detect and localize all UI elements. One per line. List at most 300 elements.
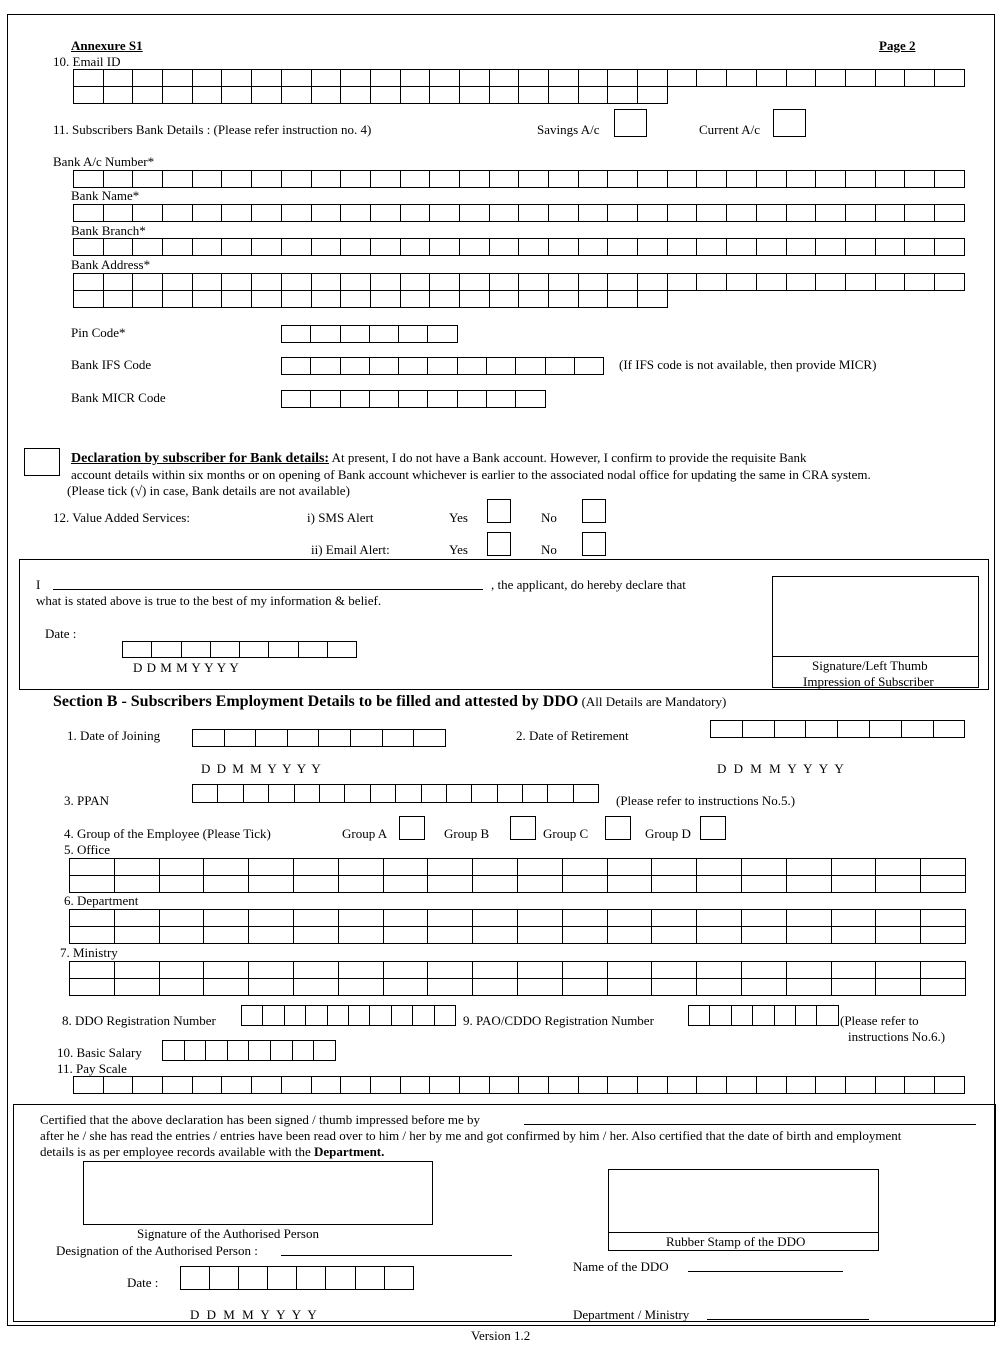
input-cell[interactable]: [710, 1006, 731, 1026]
input-cell[interactable]: [163, 274, 193, 291]
input-cell[interactable]: [370, 391, 399, 408]
input-cell[interactable]: [401, 70, 431, 87]
input-cell[interactable]: [371, 1077, 401, 1094]
input-cell[interactable]: [563, 910, 608, 927]
input-cell[interactable]: [473, 876, 518, 893]
input-cell[interactable]: [104, 205, 134, 222]
input-cell[interactable]: [339, 910, 384, 927]
input-cell[interactable]: [876, 274, 906, 291]
input-cell[interactable]: [876, 239, 906, 256]
input-cell[interactable]: [399, 358, 428, 375]
input-cell[interactable]: [608, 239, 638, 256]
input-cell[interactable]: [727, 239, 757, 256]
input-cell[interactable]: [282, 358, 311, 375]
input-cell[interactable]: [428, 962, 473, 979]
input-cell[interactable]: [563, 962, 608, 979]
input-cell[interactable]: [638, 1077, 668, 1094]
input-cell[interactable]: [697, 239, 727, 256]
input-cell[interactable]: [74, 291, 104, 308]
input-cell[interactable]: [312, 87, 342, 104]
input-cell[interactable]: [518, 962, 563, 979]
input-cell[interactable]: [498, 785, 523, 803]
input-cell[interactable]: [652, 859, 697, 876]
input-cell[interactable]: [74, 70, 104, 87]
applicant-date-boxes[interactable]: [122, 641, 357, 658]
input-cell[interactable]: [163, 171, 193, 188]
input-cell[interactable]: [133, 274, 163, 291]
input-cell[interactable]: [160, 962, 205, 979]
input-cell[interactable]: [430, 274, 460, 291]
input-cell[interactable]: [193, 274, 223, 291]
bank-address-row1[interactable]: [73, 273, 965, 291]
input-cell[interactable]: [163, 205, 193, 222]
input-cell[interactable]: [490, 171, 520, 188]
input-cell[interactable]: [652, 927, 697, 944]
input-cell[interactable]: [282, 291, 312, 308]
input-cell[interactable]: [905, 205, 935, 222]
input-cell[interactable]: [876, 927, 921, 944]
input-cell[interactable]: [341, 70, 371, 87]
input-cell[interactable]: [320, 785, 345, 803]
input-cell[interactable]: [181, 1267, 210, 1290]
input-cell[interactable]: [371, 274, 401, 291]
input-cell[interactable]: [428, 326, 457, 343]
input-cell[interactable]: [435, 1006, 456, 1026]
ministry-boxes[interactable]: [69, 961, 966, 996]
input-cell[interactable]: [268, 1267, 297, 1290]
input-cell[interactable]: [579, 70, 609, 87]
input-cell[interactable]: [295, 785, 320, 803]
input-cell[interactable]: [74, 239, 104, 256]
input-cell[interactable]: [341, 291, 371, 308]
input-cell[interactable]: [608, 979, 653, 996]
input-cell[interactable]: [563, 979, 608, 996]
input-cell[interactable]: [282, 274, 312, 291]
input-cell[interactable]: [293, 1041, 315, 1061]
input-cell[interactable]: [742, 927, 787, 944]
input-cell[interactable]: [399, 391, 428, 408]
input-cell[interactable]: [384, 859, 429, 876]
input-cell[interactable]: [115, 910, 160, 927]
input-cell[interactable]: [74, 171, 104, 188]
input-cell[interactable]: [787, 910, 832, 927]
input-cell[interactable]: [472, 785, 497, 803]
input-cell[interactable]: [269, 642, 298, 658]
input-cell[interactable]: [549, 70, 579, 87]
input-cell[interactable]: [816, 1077, 846, 1094]
input-cell[interactable]: [490, 239, 520, 256]
input-cell[interactable]: [638, 239, 668, 256]
input-cell[interactable]: [490, 274, 520, 291]
input-cell[interactable]: [876, 962, 921, 979]
input-cell[interactable]: [697, 205, 727, 222]
input-cell[interactable]: [742, 979, 787, 996]
input-cell[interactable]: [430, 171, 460, 188]
input-cell[interactable]: [193, 239, 223, 256]
input-cell[interactable]: [312, 274, 342, 291]
input-cell[interactable]: [519, 239, 549, 256]
input-cell[interactable]: [732, 1006, 753, 1026]
input-cell[interactable]: [70, 979, 115, 996]
input-cell[interactable]: [249, 876, 294, 893]
input-cell[interactable]: [328, 642, 357, 658]
input-cell[interactable]: [460, 171, 490, 188]
group-a-checkbox[interactable]: [399, 816, 425, 840]
input-cell[interactable]: [832, 876, 877, 893]
input-cell[interactable]: [249, 859, 294, 876]
input-cell[interactable]: [608, 962, 653, 979]
input-cell[interactable]: [876, 205, 906, 222]
input-cell[interactable]: [401, 1077, 431, 1094]
input-cell[interactable]: [133, 1077, 163, 1094]
input-cell[interactable]: [104, 1077, 134, 1094]
input-cell[interactable]: [341, 171, 371, 188]
group-d-checkbox[interactable]: [700, 816, 726, 840]
input-cell[interactable]: [104, 87, 134, 104]
input-cell[interactable]: [193, 291, 223, 308]
input-cell[interactable]: [249, 1041, 271, 1061]
input-cell[interactable]: [115, 962, 160, 979]
dor-boxes[interactable]: [710, 720, 965, 738]
input-cell[interactable]: [447, 785, 472, 803]
input-cell[interactable]: [297, 1267, 326, 1290]
input-cell[interactable]: [163, 239, 193, 256]
input-cell[interactable]: [575, 358, 604, 375]
input-cell[interactable]: [608, 859, 653, 876]
input-cell[interactable]: [185, 1041, 207, 1061]
input-cell[interactable]: [935, 274, 965, 291]
input-cell[interactable]: [414, 730, 446, 747]
input-cell[interactable]: [757, 171, 787, 188]
input-cell[interactable]: [473, 979, 518, 996]
input-cell[interactable]: [846, 70, 876, 87]
input-cell[interactable]: [668, 171, 698, 188]
input-cell[interactable]: [371, 171, 401, 188]
input-cell[interactable]: [787, 70, 817, 87]
input-cell[interactable]: [460, 274, 490, 291]
input-cell[interactable]: [252, 205, 282, 222]
input-cell[interactable]: [608, 910, 653, 927]
dept-ministry-line[interactable]: [707, 1319, 869, 1320]
input-cell[interactable]: [430, 205, 460, 222]
input-cell[interactable]: [341, 326, 370, 343]
input-cell[interactable]: [460, 87, 490, 104]
input-cell[interactable]: [428, 391, 457, 408]
input-cell[interactable]: [222, 70, 252, 87]
input-cell[interactable]: [563, 927, 608, 944]
input-cell[interactable]: [652, 876, 697, 893]
input-cell[interactable]: [473, 910, 518, 927]
input-cell[interactable]: [341, 239, 371, 256]
input-cell[interactable]: [519, 1077, 549, 1094]
input-cell[interactable]: [193, 70, 223, 87]
input-cell[interactable]: [341, 358, 370, 375]
input-cell[interactable]: [263, 1006, 284, 1026]
input-cell[interactable]: [392, 1006, 413, 1026]
input-cell[interactable]: [846, 239, 876, 256]
input-cell[interactable]: [371, 291, 401, 308]
input-cell[interactable]: [339, 927, 384, 944]
input-cell[interactable]: [384, 927, 429, 944]
input-cell[interactable]: [743, 721, 775, 738]
input-cell[interactable]: [74, 87, 104, 104]
input-cell[interactable]: [222, 239, 252, 256]
input-cell[interactable]: [370, 358, 399, 375]
input-cell[interactable]: [193, 205, 223, 222]
input-cell[interactable]: [341, 205, 371, 222]
department-boxes[interactable]: [69, 909, 966, 944]
input-cell[interactable]: [549, 1077, 579, 1094]
input-cell[interactable]: [428, 859, 473, 876]
input-cell[interactable]: [282, 171, 312, 188]
bank-address-row2[interactable]: [73, 291, 668, 308]
input-cell[interactable]: [518, 876, 563, 893]
input-cell[interactable]: [787, 859, 832, 876]
input-cell[interactable]: [846, 274, 876, 291]
input-cell[interactable]: [460, 205, 490, 222]
input-cell[interactable]: [816, 274, 846, 291]
input-cell[interactable]: [697, 927, 742, 944]
input-cell[interactable]: [549, 87, 579, 104]
input-cell[interactable]: [115, 876, 160, 893]
input-cell[interactable]: [104, 70, 134, 87]
input-cell[interactable]: [204, 910, 249, 927]
input-cell[interactable]: [727, 274, 757, 291]
input-cell[interactable]: [341, 274, 371, 291]
input-cell[interactable]: [249, 910, 294, 927]
input-cell[interactable]: [160, 859, 205, 876]
input-cell[interactable]: [341, 391, 370, 408]
input-cell[interactable]: [428, 927, 473, 944]
pao-reg-boxes[interactable]: [688, 1005, 839, 1026]
input-cell[interactable]: [399, 326, 428, 343]
input-cell[interactable]: [339, 859, 384, 876]
input-cell[interactable]: [104, 239, 134, 256]
input-cell[interactable]: [579, 205, 609, 222]
input-cell[interactable]: [133, 171, 163, 188]
input-cell[interactable]: [876, 1077, 906, 1094]
input-cell[interactable]: [838, 721, 870, 738]
input-cell[interactable]: [787, 876, 832, 893]
ppan-boxes[interactable]: [192, 784, 599, 803]
input-cell[interactable]: [832, 927, 877, 944]
input-cell[interactable]: [282, 70, 312, 87]
input-cell[interactable]: [294, 962, 339, 979]
input-cell[interactable]: [312, 1077, 342, 1094]
input-cell[interactable]: [351, 730, 383, 747]
input-cell[interactable]: [519, 291, 549, 308]
input-cell[interactable]: [638, 291, 668, 308]
input-cell[interactable]: [282, 1077, 312, 1094]
input-cell[interactable]: [876, 876, 921, 893]
input-cell[interactable]: [697, 274, 727, 291]
input-cell[interactable]: [299, 642, 328, 658]
input-cell[interactable]: [383, 730, 415, 747]
input-cell[interactable]: [104, 274, 134, 291]
input-cell[interactable]: [787, 239, 817, 256]
input-cell[interactable]: [668, 1077, 698, 1094]
input-cell[interactable]: [252, 70, 282, 87]
input-cell[interactable]: [742, 962, 787, 979]
input-cell[interactable]: [727, 205, 757, 222]
input-cell[interactable]: [339, 979, 384, 996]
input-cell[interactable]: [115, 859, 160, 876]
input-cell[interactable]: [935, 1077, 965, 1094]
input-cell[interactable]: [846, 205, 876, 222]
input-cell[interactable]: [608, 70, 638, 87]
micr-boxes[interactable]: [281, 390, 546, 408]
input-cell[interactable]: [921, 859, 966, 876]
input-cell[interactable]: [846, 171, 876, 188]
input-cell[interactable]: [285, 1006, 306, 1026]
input-cell[interactable]: [204, 962, 249, 979]
input-cell[interactable]: [430, 70, 460, 87]
input-cell[interactable]: [370, 326, 399, 343]
input-cell[interactable]: [921, 979, 966, 996]
input-cell[interactable]: [921, 962, 966, 979]
input-cell[interactable]: [473, 859, 518, 876]
input-cell[interactable]: [206, 1041, 228, 1061]
input-cell[interactable]: [516, 358, 545, 375]
input-cell[interactable]: [921, 927, 966, 944]
input-cell[interactable]: [490, 291, 520, 308]
input-cell[interactable]: [252, 1077, 282, 1094]
input-cell[interactable]: [697, 979, 742, 996]
input-cell[interactable]: [832, 910, 877, 927]
input-cell[interactable]: [294, 910, 339, 927]
input-cell[interactable]: [742, 910, 787, 927]
input-cell[interactable]: [252, 87, 282, 104]
input-cell[interactable]: [193, 785, 218, 803]
input-cell[interactable]: [579, 291, 609, 308]
input-cell[interactable]: [519, 274, 549, 291]
input-cell[interactable]: [668, 239, 698, 256]
input-cell[interactable]: [252, 291, 282, 308]
input-cell[interactable]: [271, 1041, 293, 1061]
input-cell[interactable]: [345, 785, 370, 803]
input-cell[interactable]: [516, 391, 545, 408]
input-cell[interactable]: [326, 1267, 355, 1290]
input-cell[interactable]: [341, 87, 371, 104]
input-cell[interactable]: [193, 87, 223, 104]
input-cell[interactable]: [430, 1077, 460, 1094]
input-cell[interactable]: [70, 876, 115, 893]
input-cell[interactable]: [876, 979, 921, 996]
input-cell[interactable]: [282, 391, 311, 408]
input-cell[interactable]: [697, 171, 727, 188]
input-cell[interactable]: [458, 391, 487, 408]
input-cell[interactable]: [697, 910, 742, 927]
input-cell[interactable]: [252, 274, 282, 291]
input-cell[interactable]: [905, 239, 935, 256]
input-cell[interactable]: [787, 274, 817, 291]
input-cell[interactable]: [458, 358, 487, 375]
input-cell[interactable]: [608, 291, 638, 308]
input-cell[interactable]: [935, 239, 965, 256]
input-cell[interactable]: [727, 1077, 757, 1094]
input-cell[interactable]: [638, 205, 668, 222]
input-cell[interactable]: [905, 1077, 935, 1094]
doj-boxes[interactable]: [192, 729, 446, 747]
input-cell[interactable]: [222, 1077, 252, 1094]
input-cell[interactable]: [816, 70, 846, 87]
sms-yes-checkbox[interactable]: [487, 499, 511, 523]
input-cell[interactable]: [242, 1006, 263, 1026]
office-boxes[interactable]: [69, 858, 966, 893]
input-cell[interactable]: [211, 642, 240, 658]
input-cell[interactable]: [563, 859, 608, 876]
group-c-checkbox[interactable]: [605, 816, 631, 840]
input-cell[interactable]: [74, 274, 104, 291]
email-row1-boxes[interactable]: [73, 69, 965, 87]
input-cell[interactable]: [905, 70, 935, 87]
input-cell[interactable]: [902, 721, 934, 738]
bank-acno-boxes[interactable]: [73, 170, 965, 188]
input-cell[interactable]: [428, 358, 457, 375]
input-cell[interactable]: [460, 291, 490, 308]
input-cell[interactable]: [579, 1077, 609, 1094]
input-cell[interactable]: [697, 859, 742, 876]
input-cell[interactable]: [249, 962, 294, 979]
input-cell[interactable]: [816, 171, 846, 188]
input-cell[interactable]: [816, 239, 846, 256]
input-cell[interactable]: [817, 1006, 838, 1026]
input-cell[interactable]: [306, 1006, 327, 1026]
input-cell[interactable]: [384, 979, 429, 996]
input-cell[interactable]: [282, 326, 311, 343]
input-cell[interactable]: [846, 1077, 876, 1094]
input-cell[interactable]: [294, 876, 339, 893]
cert-date-boxes[interactable]: [180, 1266, 414, 1290]
input-cell[interactable]: [385, 1267, 414, 1290]
input-cell[interactable]: [787, 171, 817, 188]
input-cell[interactable]: [473, 962, 518, 979]
input-cell[interactable]: [401, 291, 431, 308]
input-cell[interactable]: [727, 171, 757, 188]
input-cell[interactable]: [319, 730, 351, 747]
input-cell[interactable]: [339, 876, 384, 893]
input-cell[interactable]: [579, 239, 609, 256]
input-cell[interactable]: [549, 274, 579, 291]
input-cell[interactable]: [487, 358, 516, 375]
input-cell[interactable]: [252, 171, 282, 188]
input-cell[interactable]: [384, 876, 429, 893]
input-cell[interactable]: [70, 910, 115, 927]
input-cell[interactable]: [163, 1077, 193, 1094]
input-cell[interactable]: [133, 239, 163, 256]
email-row2-boxes[interactable]: [73, 87, 668, 104]
input-cell[interactable]: [204, 979, 249, 996]
input-cell[interactable]: [225, 730, 257, 747]
input-cell[interactable]: [697, 876, 742, 893]
email-yes-checkbox[interactable]: [487, 532, 511, 556]
input-cell[interactable]: [104, 291, 134, 308]
input-cell[interactable]: [204, 876, 249, 893]
input-cell[interactable]: [193, 730, 225, 747]
input-cell[interactable]: [133, 205, 163, 222]
input-cell[interactable]: [638, 274, 668, 291]
input-cell[interactable]: [775, 721, 807, 738]
input-cell[interactable]: [775, 1006, 796, 1026]
input-cell[interactable]: [312, 171, 342, 188]
input-cell[interactable]: [608, 927, 653, 944]
input-cell[interactable]: [757, 205, 787, 222]
input-cell[interactable]: [832, 962, 877, 979]
ddo-reg-boxes[interactable]: [241, 1005, 456, 1026]
basic-salary-boxes[interactable]: [162, 1040, 336, 1061]
input-cell[interactable]: [314, 1041, 336, 1061]
input-cell[interactable]: [608, 171, 638, 188]
